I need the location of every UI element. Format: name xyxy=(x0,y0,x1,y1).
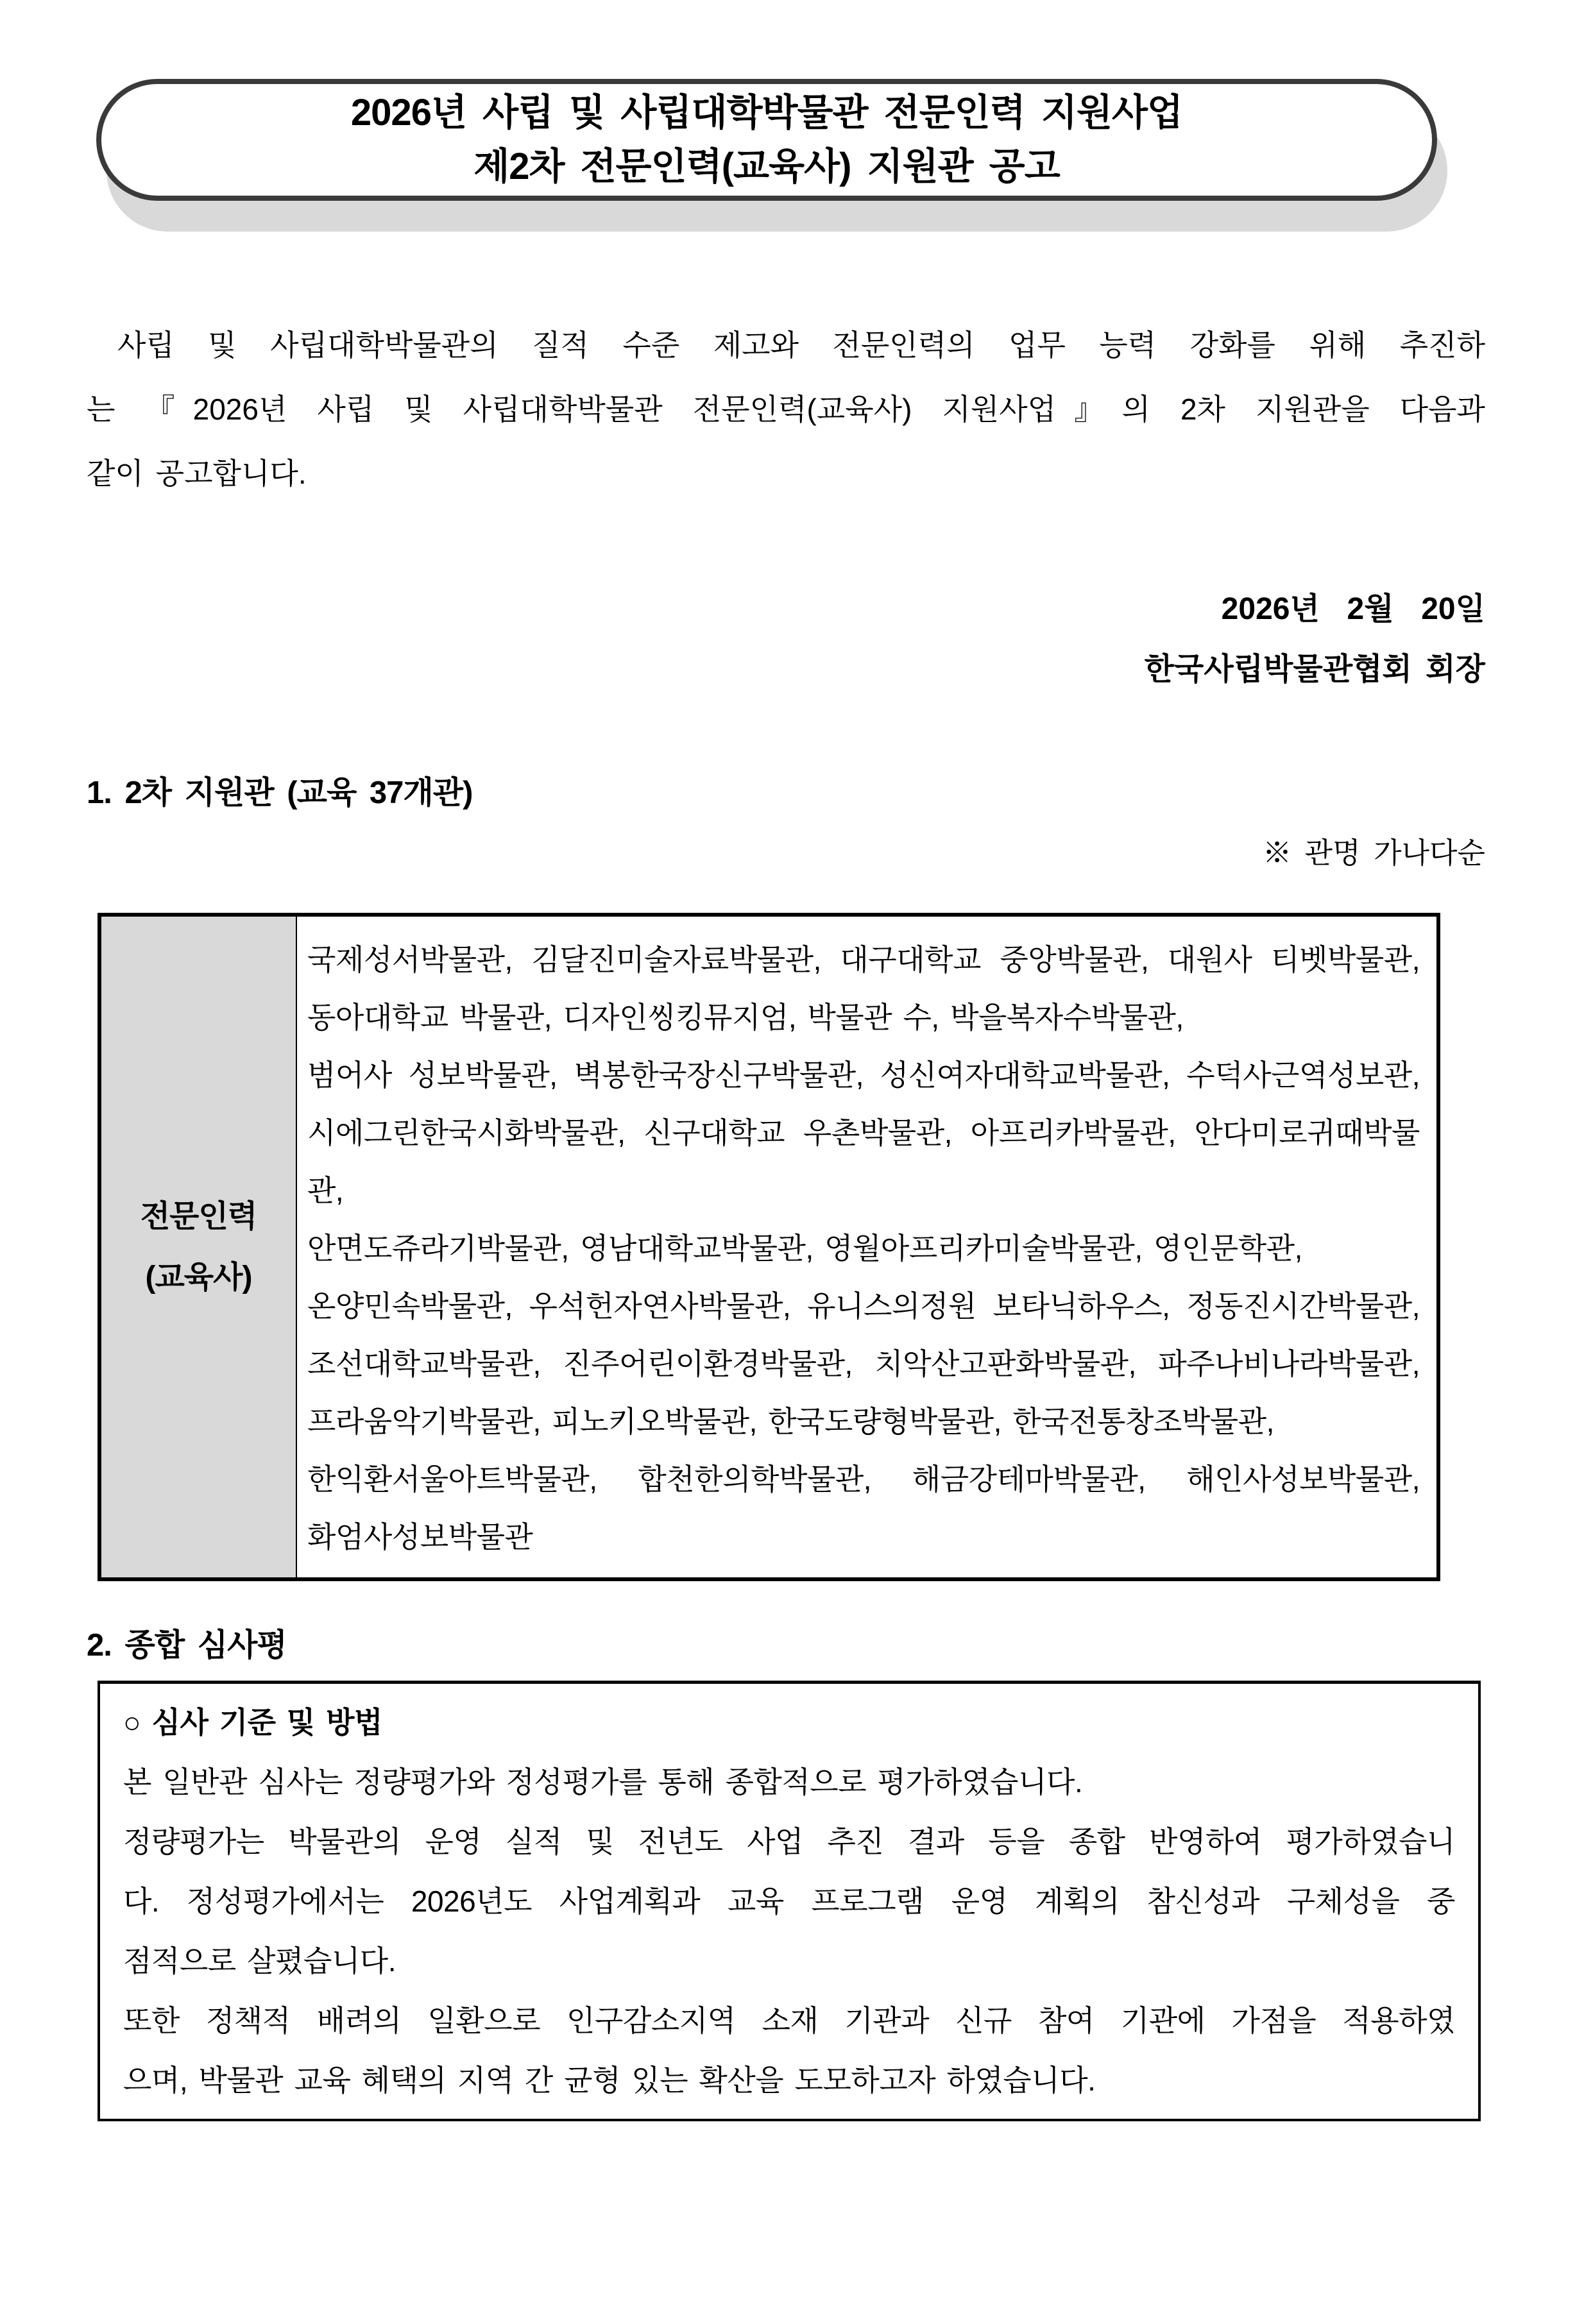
text-line: 본 일반관 심사는 정량평가와 정성평가를 통해 종합적으로 평가하였습니다. xyxy=(123,1765,1083,1799)
text-line: 시에그린한국시화박물관, 신구대학교 우촌박물관, 아프리카박물관, 안다미로귀때박물관, xyxy=(307,1116,1420,1207)
table-header-line1: 전문인력 xyxy=(140,1200,257,1234)
review-summary-box xyxy=(98,1681,1481,2121)
review-criteria-subheading: ○ 심사 기준 및 방법 xyxy=(123,1706,382,1739)
text-line: 또한 정책적 배려의 일환으로 인구감소지역 소재 기관과 신규 참여 기관에 가점을 적용하였 xyxy=(123,2004,1455,2037)
section1-heading: 1. 2차 지원관 (교육 37개관) xyxy=(87,776,473,810)
table-header-cell xyxy=(101,917,297,1577)
table-header-line2: (교육사) xyxy=(145,1260,252,1294)
issuing-organization: 한국사립박물관협회 회장 xyxy=(1144,652,1485,686)
intro-paragraph xyxy=(87,313,1485,505)
announcement-document xyxy=(87,79,1485,2121)
museum-list-cell xyxy=(297,917,1436,1577)
date-block xyxy=(87,579,1485,700)
text-line: 온양민속박물관, 우석헌자연사박물관, 유니스의정원 보타닉하우스, 정동진시간박물관, xyxy=(307,1289,1420,1323)
text-line: 같이 공고합니다. xyxy=(87,457,307,490)
document-title-line2: 제2차 전문인력(교육사) 지원관 공고 xyxy=(473,146,1060,187)
text-line: 점적으로 살폈습니다. xyxy=(123,1944,396,1978)
review-summary-text xyxy=(123,1752,1455,2110)
text-line: 프라움악기박물관, 피노키오박물관, 한국도량형박물관, 한국전통창조박물관, xyxy=(307,1405,1274,1438)
text-line: 사립 및 사립대학박물관의 질적 수준 제고와 전문인력의 업무 능력 강화를 위해 추진하 xyxy=(117,328,1485,362)
text-line: 조선대학교박물관, 진주어린이환경박물관, 치악산고판화박물관, 파주나비나라박물관, xyxy=(307,1347,1420,1380)
text-line: 국제성서박물관, 김달진미술자료박물관, 대구대학교 중앙박물관, 대원사 티벳박물관, xyxy=(307,943,1420,976)
text-line: 안면도쥬라기박물관, 영남대학교박물관, 영월아프리카미술박물관, 영인문학관, xyxy=(307,1232,1302,1265)
sort-order-note: ※ 관명 가나다순 xyxy=(1263,836,1485,869)
section2-heading: 2. 종합 심사평 xyxy=(87,1628,287,1663)
text-line: 한익환서울아트박물관, 합천한의학박물관, 해금강테마박물관, 해인사성보박물관, xyxy=(307,1463,1420,1496)
title-box xyxy=(96,79,1437,201)
announcement-date: 2026년 2월 20일 xyxy=(1221,592,1485,626)
text-line: 다. 정성평가에서는 2026년도 사업계획과 교육 프로그램 운영 계획의 참신성과 구체성을 중 xyxy=(123,1885,1455,1918)
text-line: 동아대학교 박물관, 디자인씽킹뮤지엄, 박물관 수, 박을복자수박물관, xyxy=(307,1001,1184,1034)
document-title-line1: 2026년 사립 및 사립대학박물관 전문인력 지원사업 xyxy=(350,92,1183,133)
text-line: 으며, 박물관 교육 혜택의 지역 간 균형 있는 확산을 도모하고자 하였습니다. xyxy=(123,2064,1096,2097)
text-line: 화엄사성보박물관 xyxy=(307,1520,533,1554)
text-line: 범어사 성보박물관, 벽봉한국장신구박물관, 성신여자대학교박물관, 수덕사근역성보관, xyxy=(307,1058,1420,1092)
text-line: 정량평가는 박물관의 운영 실적 및 전년도 사업 추진 결과 등을 종합 반영하여 평가하였습니 xyxy=(123,1825,1455,1858)
text-line: 는 『2026년 사립 및 사립대학박물관 전문인력(교육사) 지원사업』의 2차 지원관을 다음과 xyxy=(87,393,1485,426)
support-institutions-table xyxy=(98,913,1440,1581)
